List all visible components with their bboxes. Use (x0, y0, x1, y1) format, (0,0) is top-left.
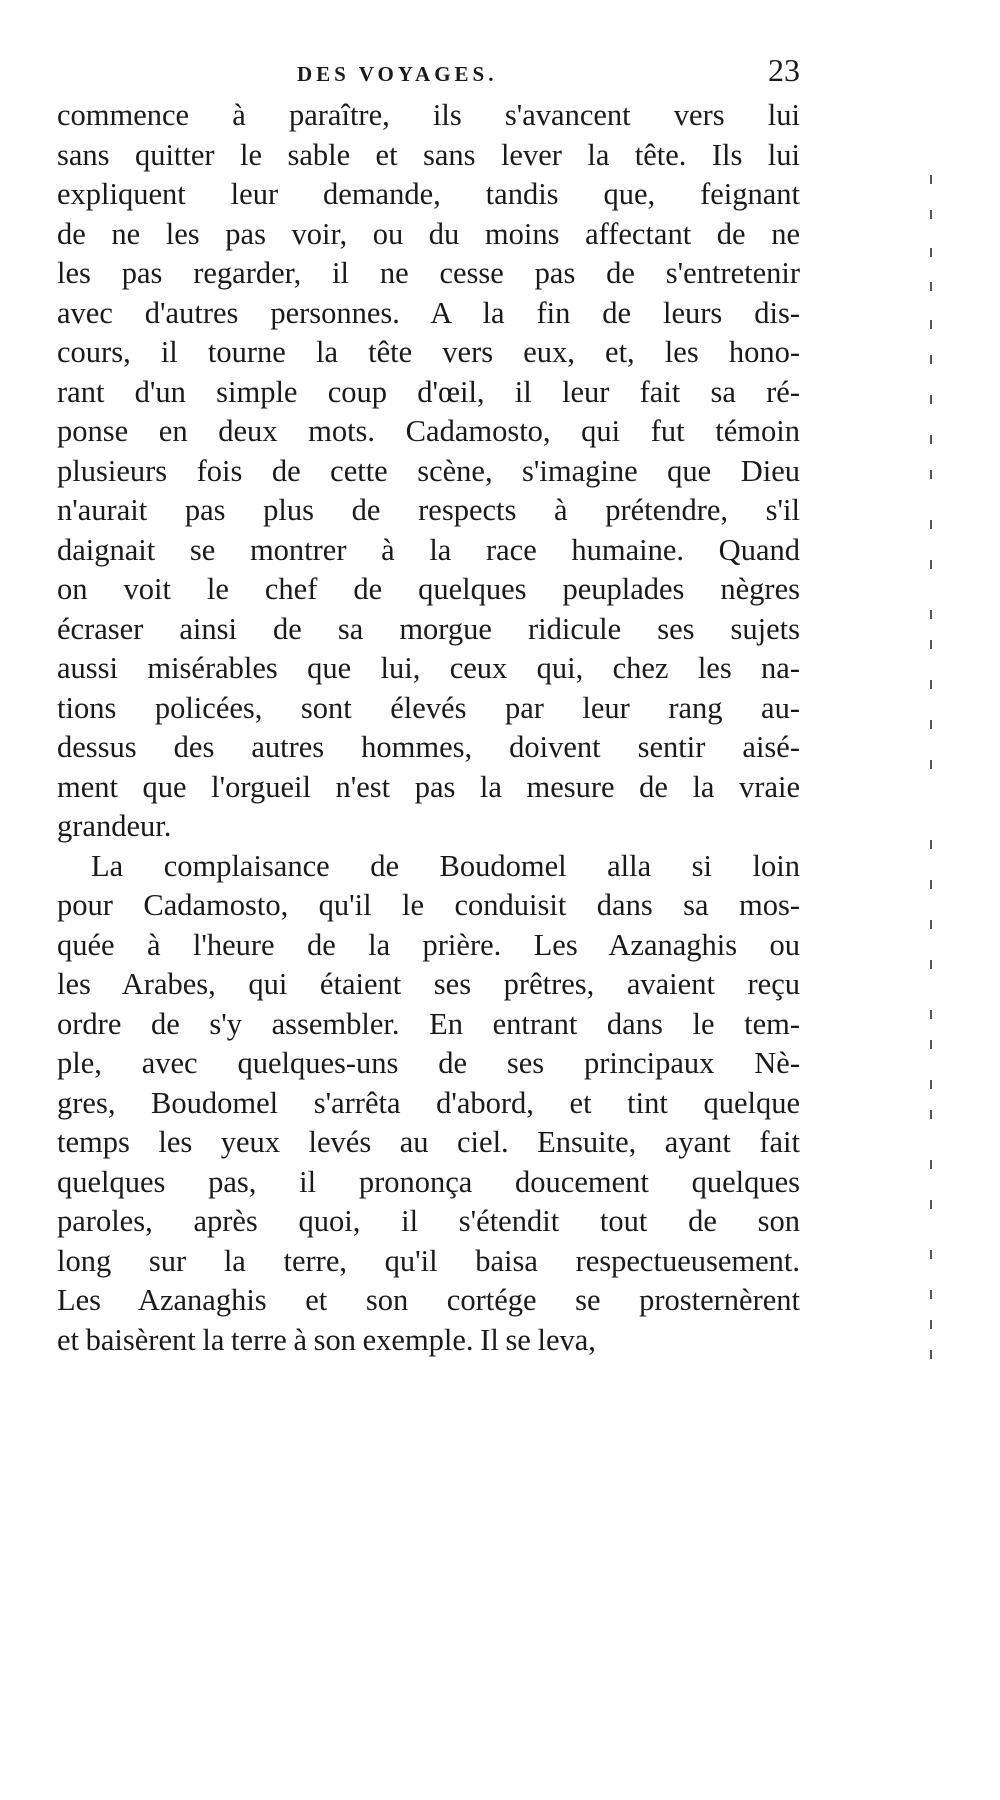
text-line: quelques pas, il prononça doucement quelques (57, 1164, 800, 1199)
text-line: n'aurait pas plus de respects à prétendre, s'il (57, 493, 800, 527)
margin-mark (930, 920, 932, 929)
margin-mark (930, 1350, 932, 1359)
margin-mark (930, 320, 932, 329)
text-line: de ne les pas voir, ou du moins affectant de ne (57, 216, 800, 251)
page-header (57, 52, 800, 92)
margin-mark (930, 840, 932, 849)
text-line: quée à l'heure de la prière. Les Azanaghis ou (57, 927, 800, 962)
text-line: gres, Boudomel s'arrêta d'abord, et tint quelque (57, 1085, 800, 1120)
running-title: DES VOYAGES. (297, 62, 498, 86)
margin-mark (930, 210, 932, 219)
text-line: les pas regarder, il ne cesse pas de s'entretenir (57, 256, 800, 290)
margin-mark (930, 1200, 932, 1209)
text-line: on voit le chef de quelques peuplades nègres (57, 572, 800, 606)
text-line: sans quitter le sable et sans lever la tête. Ils lui (57, 137, 800, 172)
page-number: 23 (768, 52, 800, 88)
margin-mark (930, 610, 932, 619)
text-line: dessus des autres hommes, doivent sentir aisé- (57, 730, 800, 764)
text-line: ment que l'orgueil n'est pas la mesure de la vraie (57, 769, 800, 804)
margin-mark (930, 1320, 932, 1329)
margin-mark (930, 720, 932, 729)
text-line: aussi misérables que lui, ceux qui, chez les na- (57, 651, 800, 685)
margin-mark (930, 1250, 932, 1259)
margin-mark (930, 1160, 932, 1169)
margin-mark (930, 1040, 932, 1049)
text-line: long sur la terre, qu'il baisa respectueusement. (57, 1243, 800, 1278)
text-line: les Arabes, qui étaient ses prêtres, avaient reçu (57, 967, 800, 1001)
text-line: pour Cadamosto, qu'il le conduisit dans sa mos- (57, 888, 800, 922)
margin-mark (930, 560, 932, 569)
text-line: daignait se montrer à la race humaine. Quand (57, 532, 800, 567)
text-line: paroles, après quoi, il s'étendit tout de son (57, 1204, 800, 1238)
text-line: ple, avec quelques-uns de ses principaux Nè- (57, 1046, 800, 1080)
margin-marks (930, 0, 940, 1800)
text-line: ponse en deux mots. Cadamosto, qui fut témoin (57, 414, 800, 448)
margin-mark (930, 282, 932, 291)
text-line: plusieurs fois de cette scène, s'imagine que Dieu (57, 453, 800, 488)
text-line: écraser ainsi de sa morgue ridicule ses sujets (57, 611, 800, 646)
text-line: tions policées, sont élevés par leur rang au- (57, 690, 800, 725)
margin-mark (930, 640, 932, 649)
text-line: Les Azanaghis et son cortége se prosternèrent (57, 1283, 800, 1317)
margin-mark (930, 355, 932, 364)
margin-mark (930, 880, 932, 889)
margin-mark (930, 395, 932, 404)
text-line: cours, il tourne la tête vers eux, et, les hono- (57, 335, 800, 369)
margin-mark (930, 1110, 932, 1119)
margin-mark (930, 960, 932, 969)
margin-mark (930, 1080, 932, 1089)
text-line: La complaisance de Boudomel alla si loin (91, 848, 800, 883)
margin-mark (930, 1010, 932, 1019)
text-line: expliquent leur demande, tandis que, feignant (57, 177, 800, 211)
text-line: et baisèrent la terre à son exemple. Il se leva, (57, 1322, 596, 1357)
text-line: temps les yeux levés au ciel. Ensuite, ayant fait (57, 1125, 800, 1159)
margin-mark (930, 175, 932, 184)
margin-mark (930, 760, 932, 769)
text-line: ordre de s'y assembler. En entrant dans le tem- (57, 1006, 800, 1041)
text-line: rant d'un simple coup d'œil, il leur fait sa ré- (57, 374, 800, 409)
margin-mark (930, 435, 932, 444)
text-line: commence à paraître, ils s'avancent vers lui (57, 98, 800, 132)
margin-mark (930, 520, 932, 529)
margin-mark (930, 470, 932, 479)
text-line: grandeur. (57, 809, 172, 843)
margin-mark (930, 248, 932, 257)
margin-mark (930, 680, 932, 689)
text-line: avec d'autres personnes. A la fin de leurs dis- (57, 295, 800, 330)
body-text (57, 96, 800, 1360)
margin-mark (930, 1290, 932, 1299)
